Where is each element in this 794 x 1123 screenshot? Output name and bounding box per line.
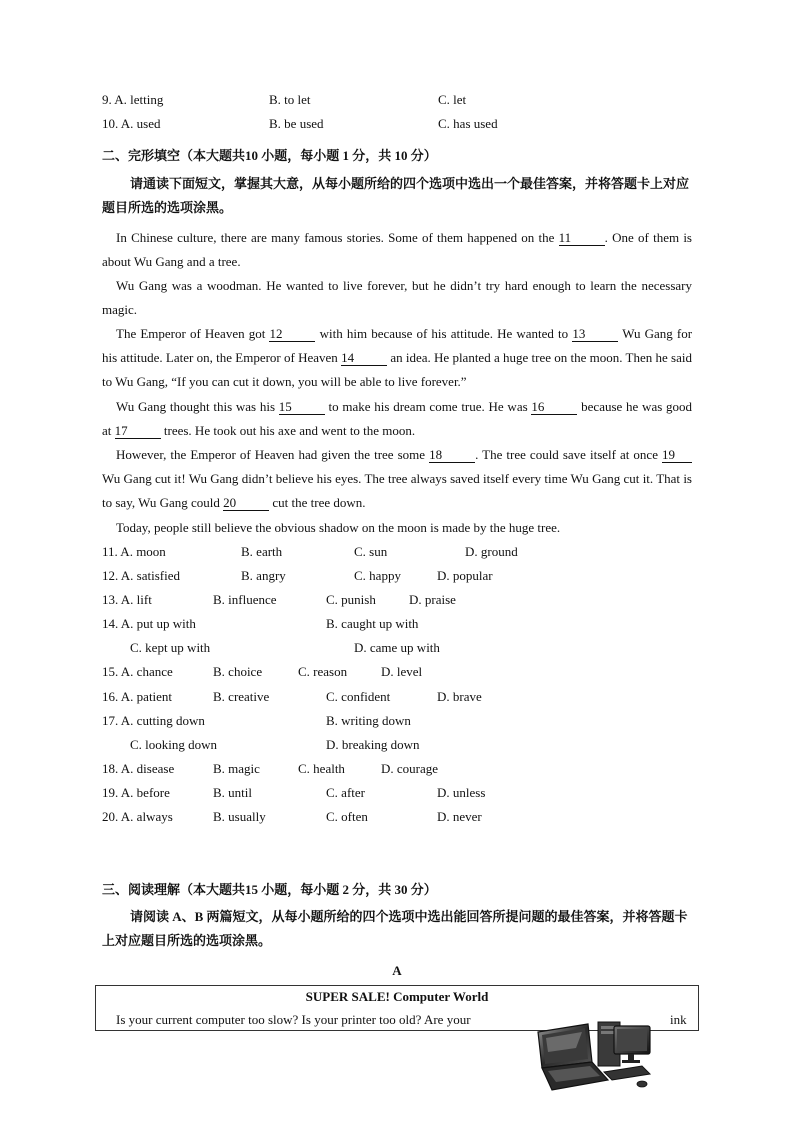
- blank-11: 11: [559, 231, 605, 246]
- q15-d: D. level: [381, 664, 423, 679]
- q18-a: 18. A. disease: [102, 761, 175, 776]
- option-9a: 9. A. letting: [102, 92, 164, 107]
- q11-a: 11. A. moon: [102, 544, 166, 559]
- q13-c: C. punish: [326, 592, 376, 607]
- blank-17: 17: [115, 424, 161, 439]
- passage-paragraph-5: [102, 443, 692, 516]
- option-9b: B. to let: [269, 92, 311, 107]
- q19-c: C. after: [326, 785, 365, 800]
- p4-text-d: trees. He took out his axe and went to the moon.: [163, 423, 416, 439]
- p3-text-b: with him because of his attitude. He wanted to: [319, 326, 569, 341]
- option-10b: B. be used: [269, 116, 324, 131]
- q17-d: D. breaking down: [326, 737, 420, 752]
- q20-d: D. never: [437, 809, 482, 824]
- p4-text-a: Wu Gang thought this was his: [116, 399, 276, 414]
- option-10a: 10. A. used: [102, 116, 161, 131]
- p1-text-a: In Chinese culture, there are many famous stories. Some of them happened on the: [116, 230, 555, 245]
- section2-heading: 二、完形填空（本大题共10 小题，每小题 1 分，共 10 分）: [102, 148, 437, 163]
- p3-text-c: Wu Gang for his attitude. Later on, the Emperor of Heaven: [102, 326, 693, 366]
- passage-paragraph-6: Today, people still believe the obvious shadow on the moon is made by the huge tree.: [116, 520, 561, 535]
- p4-text-b: to make his dream come true. He was: [328, 399, 528, 414]
- q11-c: C. sun: [354, 544, 388, 559]
- q13-b: B. influence: [213, 592, 277, 607]
- q13-a: 13. A. lift: [102, 592, 152, 607]
- q17-a: 17. A. cutting down: [102, 713, 205, 728]
- q12-d: D. popular: [437, 568, 493, 583]
- option-10c: C. has used: [438, 116, 498, 131]
- p3-text-d: an idea. He planted a huge tree on the moon. Then he said to Wu Gang, “If you can cut it down, you will be able to live forever.”: [102, 350, 692, 390]
- q19-b: B. until: [213, 785, 253, 800]
- q17-b: B. writing down: [326, 713, 411, 728]
- section3-instruction: 请阅读 A、B 两篇短文，从每小题所给的四个选项中选出能回答所提问题的最佳答案，并将答题卡上对应题目所选的选项涂黑。: [102, 909, 688, 948]
- blank-19: 19: [662, 448, 692, 463]
- blank-12: 12: [269, 327, 315, 342]
- blank-20: 20: [223, 496, 269, 511]
- q15-a: 15. A. chance: [102, 664, 173, 679]
- q16-d: D. brave: [437, 689, 482, 704]
- q12-c: C. happy: [354, 568, 401, 583]
- q18-c: C. health: [298, 761, 345, 776]
- computer-illustration-icon: [534, 1018, 654, 1094]
- q20-c: C. often: [326, 809, 368, 824]
- q17-c: C. looking down: [130, 737, 218, 752]
- q11-d: D. ground: [465, 544, 518, 559]
- p1-text-b: . One of them is about Wu Gang and a tree.: [102, 230, 692, 270]
- q14-d: D. came up with: [354, 640, 440, 655]
- blank-16: 16: [531, 400, 577, 415]
- passage-a-label: A: [392, 963, 402, 978]
- q13-d: D. praise: [409, 592, 456, 607]
- q19-a: 19. A. before: [102, 785, 170, 800]
- option-9c: C. let: [438, 92, 467, 107]
- q11-b: B. earth: [241, 544, 283, 559]
- p4-text-c: because he was good at: [102, 399, 693, 439]
- p5-text-d: cut the tree down.: [272, 495, 366, 511]
- q19-d: D. unless: [437, 785, 486, 800]
- passage-paragraph-1: [102, 226, 692, 274]
- ad-title: SUPER SALE! Computer World: [305, 989, 489, 1004]
- q20-b: B. usually: [213, 809, 266, 824]
- ad-text: Is your current computer too slow? Is your printer too old? Are your: [116, 1012, 471, 1027]
- q14-b: B. caught up with: [326, 616, 419, 631]
- blank-13: 13: [572, 327, 618, 342]
- passage-paragraph-4: [102, 395, 692, 443]
- section2-instruction: 请通读下面短文，掌握其大意，从每小题所给的四个选项中选出一个最佳答案，并将答题卡上对应题目所选的选项涂黑。: [102, 176, 690, 215]
- ad-text-tail: ink: [670, 1012, 687, 1027]
- passage-paragraph-2: Wu Gang was a woodman. He wanted to live forever, but he didn’t try hard enough to learn the necessary magic.: [102, 278, 692, 318]
- p5-text-c: Wu Gang cut it! Wu Gang didn’t believe his eyes. The tree always saved itself every time Wu Gang cut it. That is to say, Wu Gang could: [102, 471, 692, 511]
- q14-c: C. kept up with: [130, 640, 211, 655]
- p5-text-b: . The tree could save itself at once: [475, 447, 658, 462]
- blank-18: 18: [429, 448, 475, 463]
- q16-b: B. creative: [213, 689, 270, 704]
- q15-b: B. choice: [213, 664, 263, 679]
- blank-14: 14: [341, 351, 387, 366]
- passage-paragraph-3: [102, 322, 692, 395]
- q18-b: B. magic: [213, 761, 260, 776]
- q12-a: 12. A. satisfied: [102, 568, 180, 583]
- q18-d: D. courage: [381, 761, 439, 776]
- p5-text-a: However, the Emperor of Heaven had given the tree some: [116, 447, 426, 462]
- p3-text-a: The Emperor of Heaven got: [116, 326, 266, 341]
- q16-c: C. confident: [326, 689, 391, 704]
- q20-a: 20. A. always: [102, 809, 173, 824]
- q15-c: C. reason: [298, 664, 348, 679]
- section3-heading: 三、阅读理解（本大题共15 小题，每小题 2 分，共 30 分）: [102, 882, 437, 897]
- q16-a: 16. A. patient: [102, 689, 173, 704]
- q14-a: 14. A. put up with: [102, 616, 196, 631]
- blank-15: 15: [279, 400, 325, 415]
- q12-b: B. angry: [241, 568, 286, 583]
